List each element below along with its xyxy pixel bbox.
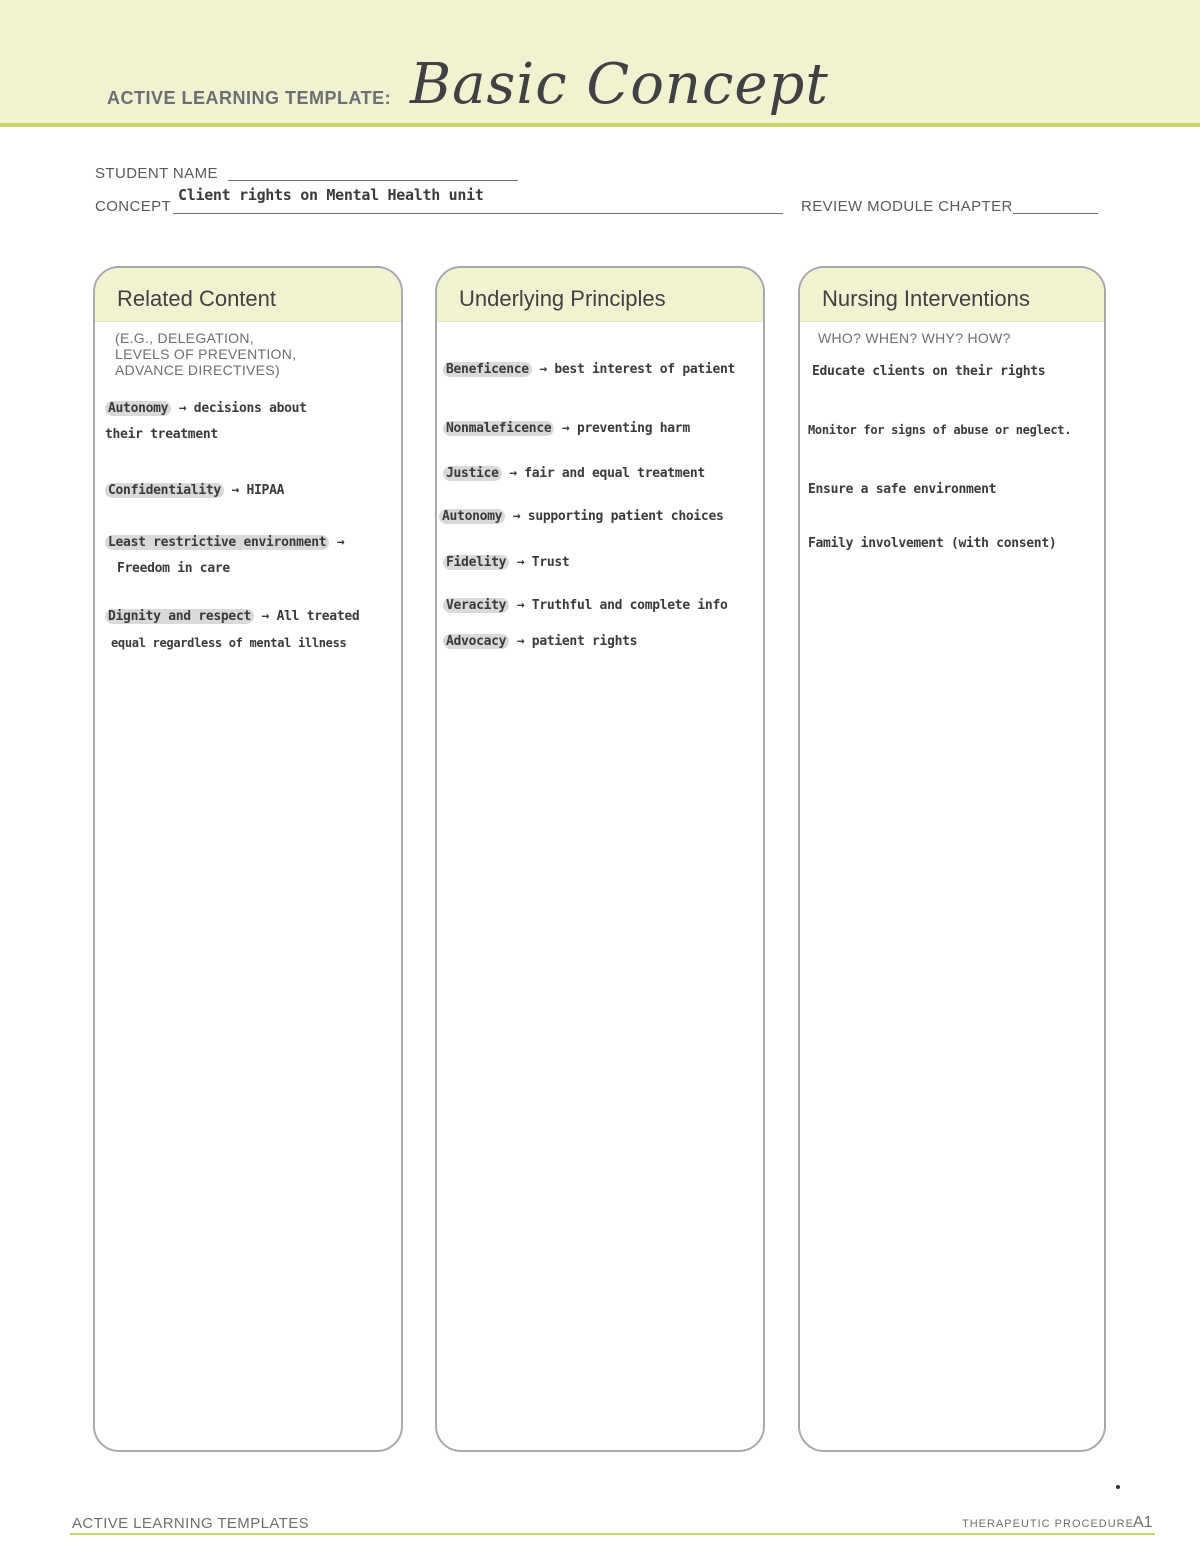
principle-entry [443, 421, 690, 436]
entry-term: Least restrictive environment [105, 535, 329, 550]
subtitle-line: (E.G., DELEGATION, [115, 330, 254, 346]
entry-text: → fair and equal treatment [509, 466, 705, 481]
entry-term: Nonmaleficence [443, 421, 554, 436]
footer-right-label: THERAPEUTIC PROCEDURE [962, 1518, 1134, 1530]
nursing-interventions-title: Nursing Interventions [822, 285, 1030, 311]
entry-text: Freedom in care [117, 561, 230, 576]
entry-term: Autonomy [105, 401, 171, 416]
entry-text: → Truthful and complete info [516, 598, 728, 613]
stray-mark [1116, 1485, 1120, 1489]
intervention-entry: Ensure a safe environment [808, 482, 997, 497]
footer-left-label: ACTIVE LEARNING TEMPLATES [72, 1515, 309, 1532]
related-entry [105, 396, 307, 448]
related-entry [105, 530, 344, 582]
footer-page-code: A1 [1133, 1514, 1153, 1531]
entry-term: Dignity and respect [105, 609, 254, 624]
concept-label: CONCEPT [95, 198, 172, 215]
template-title: Basic Concept [410, 52, 829, 117]
student-name-label: STUDENT NAME [95, 165, 218, 182]
entry-text: → Trust [516, 555, 570, 570]
entry-term: Fidelity [443, 555, 509, 570]
concept-line[interactable] [173, 213, 783, 214]
nursing-interventions-header [800, 268, 1104, 322]
principle-entry [443, 634, 637, 649]
intervention-entry: Family involvement (with consent) [808, 536, 1057, 551]
underlying-principles-header [437, 268, 763, 322]
entry-term: Justice [443, 466, 502, 481]
related-content-subtitle [115, 330, 296, 378]
underlying-principles-panel [435, 266, 765, 1452]
entry-text: → best interest of patient [539, 362, 736, 377]
entry-term: Autonomy [439, 509, 505, 524]
entry-text: → preventing harm [561, 421, 690, 436]
entry-text: → All treated [261, 609, 360, 624]
subtitle-line: LEVELS OF PREVENTION, [115, 346, 297, 362]
intervention-entry: Monitor for signs of abuse or neglect. [808, 423, 1072, 437]
header-rule [0, 123, 1200, 127]
principle-entry [443, 362, 735, 377]
principle-entry [443, 466, 705, 481]
related-entry [105, 478, 284, 504]
nursing-interventions-panel [798, 266, 1106, 1452]
footer-rule [70, 1533, 1155, 1535]
entry-term: Confidentiality [105, 483, 224, 498]
entry-text: equal regardless of mental illness [111, 636, 347, 650]
entry-term: Advocacy [443, 634, 509, 649]
related-entry [105, 604, 359, 656]
entry-term: Veracity [443, 598, 509, 613]
principle-entry [439, 509, 724, 524]
entry-text: → decisions about [178, 401, 307, 416]
subtitle-line: ADVANCE DIRECTIVES) [115, 362, 280, 378]
nursing-interventions-subtitle: WHO? WHEN? WHY? HOW? [818, 330, 1011, 346]
entry-text: → [336, 535, 345, 550]
entry-text: → HIPAA [231, 483, 285, 498]
related-content-header [95, 268, 401, 322]
intervention-entry: Educate clients on their rights [812, 364, 1046, 379]
principle-entry [443, 598, 728, 613]
related-content-title: Related Content [117, 285, 276, 311]
principle-entry [443, 555, 569, 570]
template-label: ACTIVE LEARNING TEMPLATE: [107, 88, 392, 108]
entry-text: their treatment [105, 427, 218, 442]
student-name-line[interactable] [228, 180, 518, 181]
review-module-line[interactable] [1013, 213, 1098, 214]
entry-text: → supporting patient choices [512, 509, 724, 524]
review-module-label: REVIEW MODULE CHAPTER [801, 198, 1013, 215]
entry-term: Beneficence [443, 362, 532, 377]
related-content-panel [93, 266, 403, 1452]
concept-value: Client rights on Mental Health unit [178, 186, 484, 204]
underlying-principles-title: Underlying Principles [459, 285, 666, 311]
entry-text: → patient rights [516, 634, 638, 649]
